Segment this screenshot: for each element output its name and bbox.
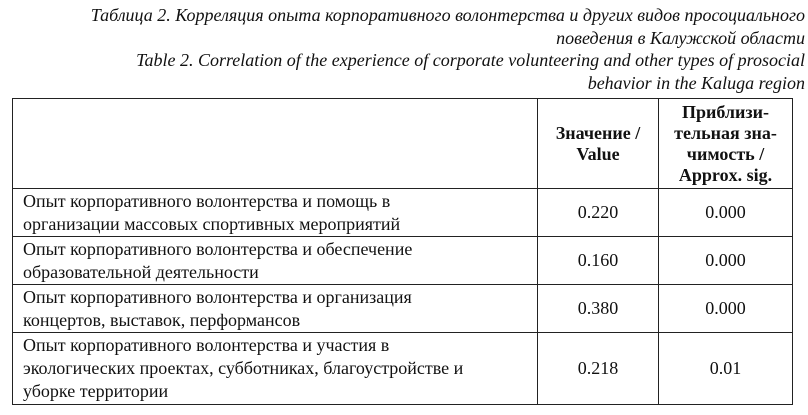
row-label-line: экологических проектах, субботниках, благоустройстве и (23, 358, 464, 378)
table-caption (0, 4, 805, 94)
table-row (13, 333, 793, 405)
row-label-line: Опыт корпоративного волонтерства и участия в (23, 335, 390, 355)
row-label-line: Опыт корпоративного волонтерства и обеспечение (23, 238, 413, 259)
row-label-cell (13, 189, 538, 237)
row-label-cell (13, 333, 538, 405)
correlation-table (12, 98, 793, 405)
row-sig-cell: 0.01 (659, 333, 793, 405)
row-sig-cell: 0.000 (659, 189, 793, 237)
row-value-cell: 0.380 (538, 285, 659, 333)
caption-en-line-1: Table 2. Correlation of the experience of corporate volunteering and other types of prosocial (136, 50, 805, 70)
table-row (13, 285, 793, 333)
caption-ru-line-1: Таблица 2. Корреляция опыта корпоративного волонтерства и других видов просоциального (90, 5, 805, 25)
table-header-row (13, 99, 793, 189)
row-sig-cell: 0.000 (659, 237, 793, 285)
table-row (13, 189, 793, 237)
row-label-cell (13, 285, 538, 333)
header-value-cell (538, 99, 659, 189)
header-sig-cell (659, 99, 793, 189)
row-label-line: образовательной деятельности (23, 261, 259, 282)
row-label-line: Опыт корпоративного волонтерства и организация (23, 286, 412, 307)
table-row (13, 237, 793, 285)
header-sig-line-2: тельная зна- (674, 122, 777, 143)
header-value-line-1: Значение / (555, 122, 641, 143)
row-label-cell (13, 237, 538, 285)
header-label-cell (13, 99, 538, 189)
row-label-line: организации массовых спортивных мероприятий (23, 213, 401, 234)
header-sig-line-4: Approx. sig. (678, 164, 773, 185)
caption-en-line-2: behavior in the Kaluga region (587, 72, 805, 93)
row-value-cell: 0.160 (538, 237, 659, 285)
row-value-cell: 0.218 (538, 333, 659, 405)
row-value-cell: 0.220 (538, 189, 659, 237)
header-sig-line-3: чимость / (686, 143, 765, 164)
header-value-line-2: Value (576, 143, 620, 164)
caption-ru-line-2: поведения в Калужской области (556, 27, 805, 48)
row-label-line: Опыт корпоративного волонтерства и помощь в (23, 190, 391, 211)
row-sig-cell: 0.000 (659, 285, 793, 333)
row-label-line: концертов, выставок, перформансов (23, 309, 301, 330)
row-label-line: уборке территории (23, 381, 169, 401)
header-sig-line-1: Приблизи- (681, 101, 769, 122)
